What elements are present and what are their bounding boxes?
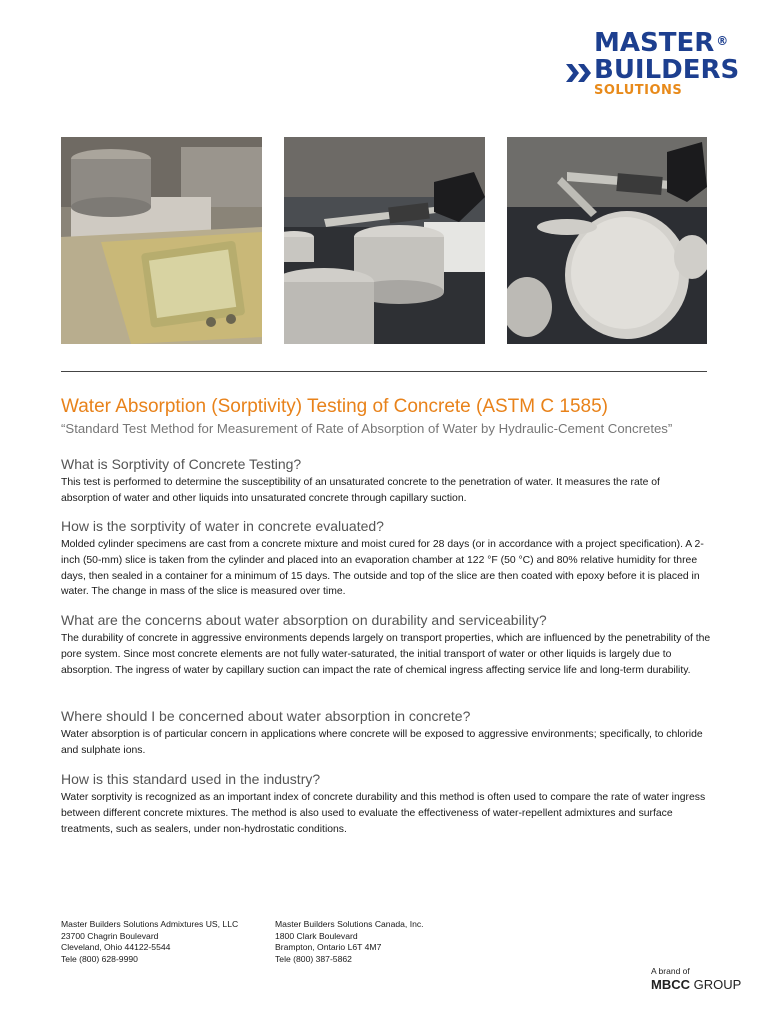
page-subtitle: “Standard Test Method for Measurement of Rate of Absorption of Water by Hydraulic-Cement Concretes” — [61, 421, 673, 436]
logo-line-master: MASTER — [594, 28, 715, 58]
address-street: 23700 Chagrin Boulevard — [61, 930, 159, 941]
address-company: Master Builders Solutions Canada, Inc. — [275, 919, 424, 929]
section-body: Molded cylinder specimens are cast from a concrete mixture and moist cured for 28 days (or in accordance with a project specification). A 2-inch (50-mm) slice is taken from the cylinder and placed into an evaporation chamber at 122 °F (50 °C) and 80% relative humidity for three days, then sealed in a container for a minimum of 15 days. The outside and top of the slice are then coated with epoxy before it is placed in water. The change in mass of the slice is measured over time. — [61, 539, 704, 598]
double-chevron-icon — [566, 64, 594, 82]
brand-of-label: A brand of — [651, 966, 690, 976]
section-how-evaluated — [61, 517, 711, 600]
address-street: 1800 Clark Boulevard — [275, 930, 358, 941]
mbcc-group-logo — [651, 977, 751, 992]
logo-line-solutions: SOLUTIONS — [594, 83, 683, 98]
section-heading: Where should I be concerned about water absorption in concrete? — [61, 708, 471, 724]
photo-caliper-measuring-slice — [507, 137, 707, 344]
registered-mark: ® — [716, 34, 729, 48]
section-heading: What are the concerns about water absorption on durability and serviceability? — [61, 612, 547, 628]
address-city: Cleveland, Ohio 44122-5544 — [61, 942, 171, 953]
logo-line-builders: BUILDERS — [594, 55, 740, 85]
section-where-concerned — [61, 707, 711, 759]
section-body: Water absorption is of particular concern in applications where concrete will be exposed to aggressive environments; specifically, to chloride and sulphate ions. — [61, 729, 703, 756]
section-body: Water sorptivity is recognized as an important index of concrete durability and this method is often used to compare the rate of water ingress between different concrete mixtures. The method is also used to evaluate the effectiveness of water-repellent admixtures and surface treatments, such as sealers, under non-hydrostatic conditions. — [61, 792, 706, 835]
address-company: Master Builders Solutions Admixtures US, LLC — [61, 919, 239, 929]
section-heading: What is Sorptivity of Concrete Testing? — [61, 456, 302, 472]
address-phone: Tele (800) 628-9990 — [61, 953, 138, 964]
section-heading: How is this standard used in the industry? — [61, 771, 321, 787]
address-us — [61, 919, 238, 965]
address-city: Brampton, Ontario L6T 4M7 — [275, 942, 382, 953]
section-industry-use — [61, 770, 711, 837]
photo-caliper-measuring-cylinders — [284, 137, 485, 344]
section-durability-concerns — [61, 611, 711, 678]
section-body: This test is performed to determine the susceptibility of an unsaturated concrete to the penetration of water. It measures the rate of absorption of water and other liquids into unsaturated concrete through capillary suction. — [61, 477, 660, 504]
photo-scale-weighing-cylinder — [61, 137, 262, 344]
address-phone: Tele (800) 387-5862 — [275, 953, 352, 964]
section-heading: How is the sorptivity of water in concrete evaluated? — [61, 518, 384, 534]
master-builders-logo — [560, 30, 750, 100]
section-body: The durability of concrete in aggressive environments depends largely on transport properties, which are influenced by the penetrability of the pore system. Since most concrete elements are not fully water-saturated, the initial transport of water or other liquids is largely due to absorption. The ingress of water by capillary suction can impact the rate of chemical ingress affecting service life and long-term durability. — [61, 633, 711, 676]
address-canada — [275, 919, 424, 965]
section-what-is-sorptivity — [61, 455, 711, 507]
header-divider — [61, 371, 707, 372]
page-title: Water Absorption (Sorptivity) Testing of Concrete (ASTM C 1585) — [61, 396, 608, 417]
group-wordmark: GROUP — [690, 977, 742, 992]
mbcc-wordmark: MBCC — [651, 977, 690, 992]
mbcc-group-brand — [651, 966, 751, 992]
